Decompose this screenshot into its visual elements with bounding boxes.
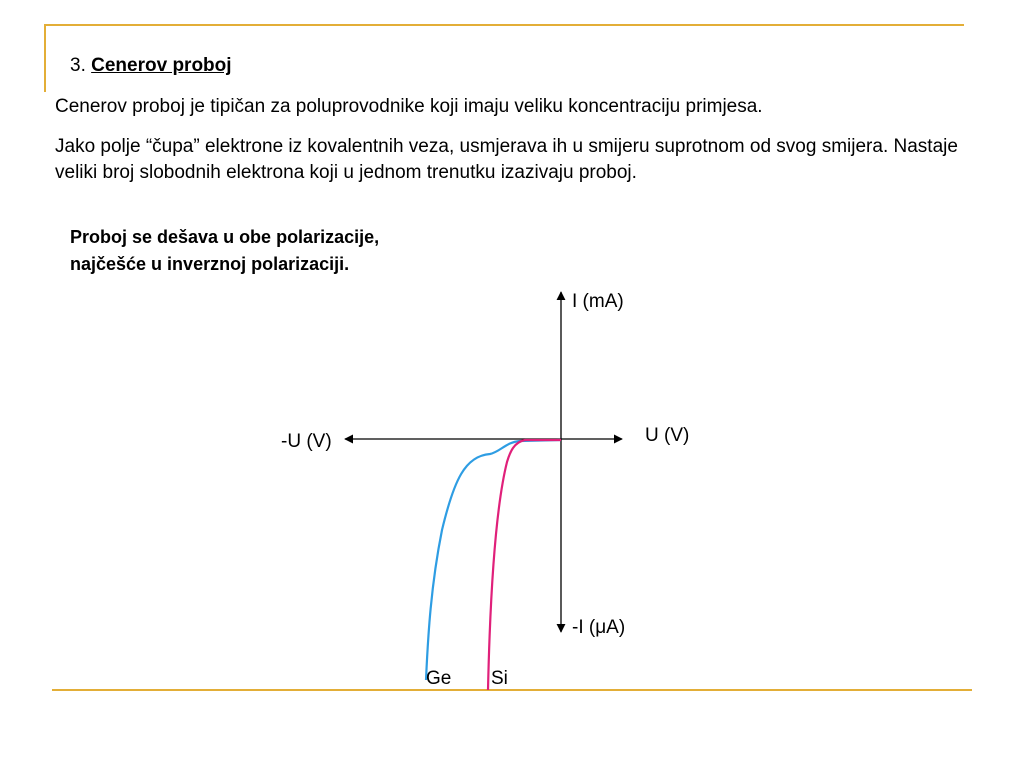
- ge-curve-label: Ge: [426, 668, 452, 689]
- y-axis-positive-label: I (mA): [572, 291, 624, 312]
- paragraph-mechanism: Jako polje “čupa” elektrone iz kovalentnih veza, usmjerava ih u smijeru suprotnom od svog smijera. Nastaje veliki broj slobodnih elektrona koji u jednom trenutku izazivaju proboj.: [55, 136, 958, 183]
- x-axis-positive-label: U (V): [645, 425, 690, 446]
- si-curve: [488, 440, 561, 690]
- note-line-2: najčešće u inverznoj polarizaciji.: [70, 254, 350, 274]
- x-axis-negative-label: -U (V): [281, 431, 332, 452]
- heading-title: Cenerov proboj: [91, 55, 232, 76]
- si-curve-label: Si: [491, 668, 508, 689]
- y-axis-negative-label: -I (μA): [572, 617, 626, 638]
- note-line-1: Proboj se dešava u obe polarizacije,: [70, 227, 380, 247]
- paragraph-intro: Cenerov proboj je tipičan za poluprovodnike koji imaju veliku koncentraciju primjesa.: [55, 96, 763, 117]
- heading-number: 3.: [70, 55, 86, 76]
